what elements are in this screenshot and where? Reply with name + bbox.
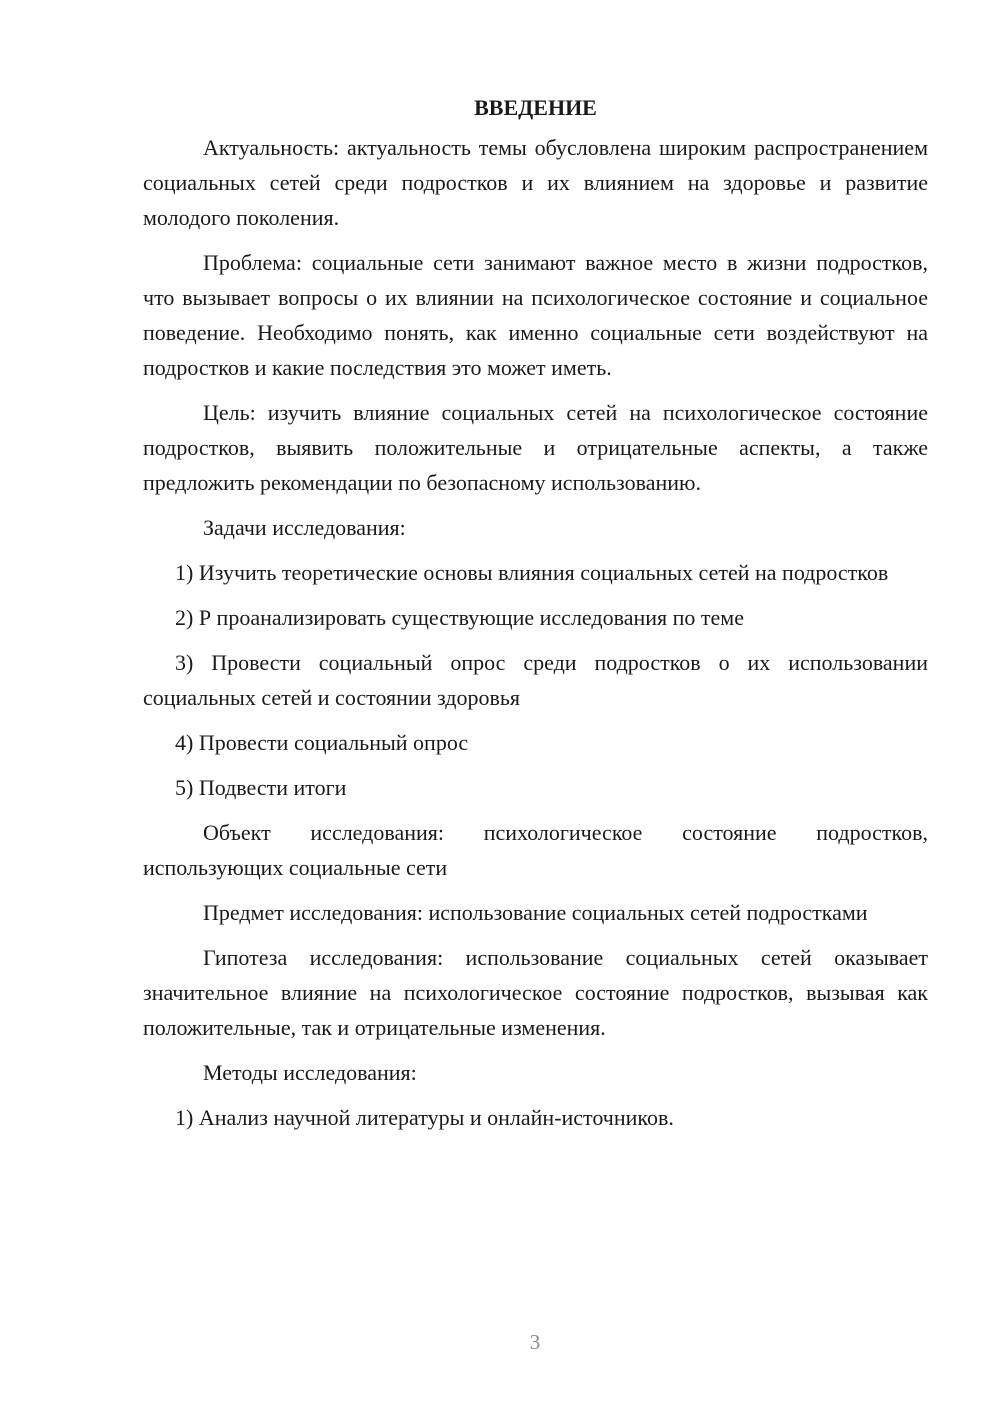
paragraph-hypothesis: Гипотеза исследования: использование социальных сетей оказывает значительное влияние на психологическое состояние подростков, вызывая как положительные, так и отрицательные изменения.: [143, 945, 928, 1040]
paragraph-object: Объект исследования: психологическое состояние подростков, использующих социальные сети: [143, 820, 928, 880]
page-title: ВВЕДЕНИЕ: [474, 95, 597, 120]
tasks-heading: Задачи исследования:: [203, 515, 406, 540]
paragraph-goal: Цель: изучить влияние социальных сетей на психологическое состояние подростков, выявить положительные и отрицательные аспекты, а также предложить рекомендации по безопасному использованию.: [143, 400, 928, 495]
paragraph-subject: Предмет исследования: использование социальных сетей подростками: [203, 900, 868, 925]
paragraph-relevance: Актуальность: актуальность темы обусловлена широким распространением социальных сетей среди подростков и их влиянием на здоровье и развитие молодого поколения.: [143, 135, 928, 230]
page-content: [143, 90, 928, 1145]
task-item-2: 2) Р проанализировать существующие исследования по теме: [175, 605, 744, 630]
task-item-1: 1) Изучить теоретические основы влияния социальных сетей на подростков: [175, 560, 889, 585]
page-number: 3: [529, 1330, 541, 1354]
task-item-4: 4) Провести социальный опрос: [175, 730, 469, 755]
method-item-1: 1) Анализ научной литературы и онлайн-источников.: [175, 1105, 674, 1130]
task-item-5: 5) Подвести итоги: [175, 775, 347, 800]
task-item-3: 3) Провести социальный опрос среди подростков о их использовании социальных сетей и состоянии здоровья: [143, 650, 928, 710]
paragraph-problem: Проблема: социальные сети занимают важное место в жизни подростков, что вызывает вопросы о их влиянии на психологическое состояние и социальное поведение. Необходимо понять, как именно социальные сети воздействуют на подростков и какие последствия это может иметь.: [143, 250, 928, 380]
methods-heading: Методы исследования:: [203, 1060, 417, 1085]
